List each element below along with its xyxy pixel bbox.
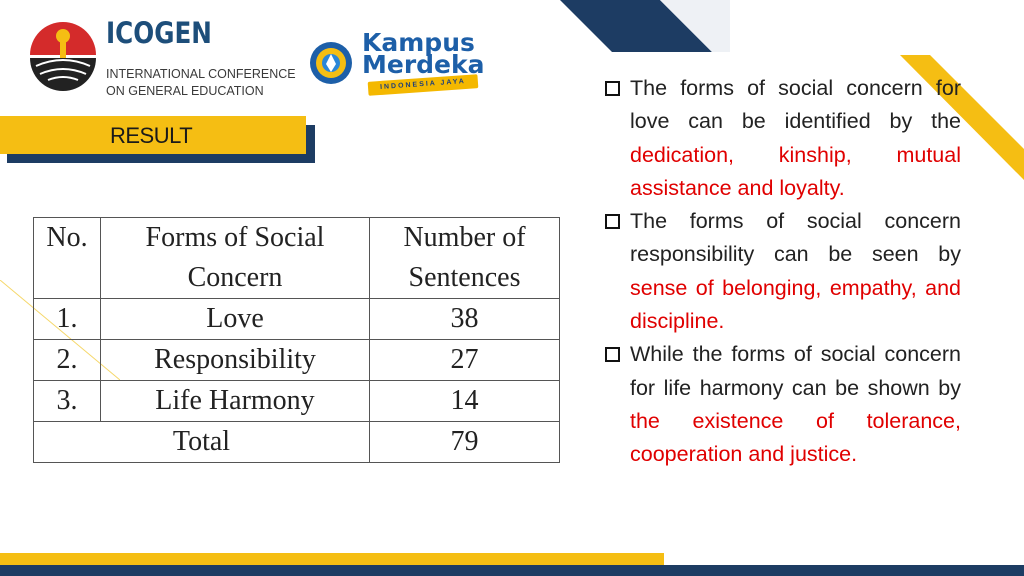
header-no: No. — [34, 218, 101, 299]
tut-wuri-handayani-emblem-icon — [308, 40, 354, 86]
finding-highlight: dedication, kinship, mutual assistance and loyalty. — [630, 142, 961, 200]
finding-text: The forms of social concern for love can be identified by the — [630, 76, 961, 134]
header-count: Number of Sentences — [370, 218, 560, 299]
footer-navy-bar — [0, 565, 1024, 576]
icogen-subtitle-line2: ON GENERAL EDUCATION — [106, 84, 264, 98]
footer-yellow-bar — [0, 553, 664, 565]
row-form: Life Harmony — [101, 381, 370, 422]
kampus-merdeka-line2: Merdeka — [362, 50, 485, 79]
findings-list — [604, 72, 961, 472]
checkbox-bullet-icon — [605, 347, 620, 362]
row-no: 3. — [34, 381, 101, 422]
decorative-navy-stripe — [560, 0, 730, 52]
finding-item — [604, 338, 961, 471]
row-form: Responsibility — [101, 340, 370, 381]
finding-highlight: the existence of tolerance, cooperation and justice. — [630, 408, 961, 467]
checkbox-bullet-icon — [605, 81, 620, 96]
total-label: Total — [34, 422, 370, 463]
social-concern-table — [33, 217, 560, 463]
icogen-emblem-icon — [26, 18, 100, 92]
table-row — [34, 381, 560, 422]
kampus-merdeka-ribbon: INDONESIA JAYA — [368, 74, 479, 96]
finding-item — [604, 72, 961, 205]
table-row — [34, 299, 560, 340]
icogen-title: ICOGEN — [106, 16, 212, 50]
table-total-row — [34, 422, 560, 463]
row-no: 2. — [34, 340, 101, 381]
row-count: 14 — [370, 381, 560, 422]
checkbox-bullet-icon — [605, 214, 620, 229]
row-count: 38 — [370, 299, 560, 340]
total-value: 79 — [370, 422, 560, 463]
finding-text: The forms of social concern responsibility can be seen by — [630, 209, 961, 267]
table-header-row — [34, 218, 560, 299]
finding-item — [604, 205, 961, 338]
row-no: 1. — [34, 299, 101, 340]
finding-highlight: sense of belonging, empathy, and discipline. — [630, 275, 961, 334]
finding-text: While the forms of social concern for life harmony can be shown by — [630, 342, 961, 400]
section-title: RESULT — [110, 123, 193, 148]
table-row — [34, 340, 560, 381]
row-count: 27 — [370, 340, 560, 381]
kampus-merdeka-line1: Kampus — [362, 28, 475, 57]
header-forms: Forms of Social Concern — [101, 218, 370, 299]
row-form: Love — [101, 299, 370, 340]
icogen-subtitle-line1: INTERNATIONAL CONFERENCE — [106, 67, 296, 81]
